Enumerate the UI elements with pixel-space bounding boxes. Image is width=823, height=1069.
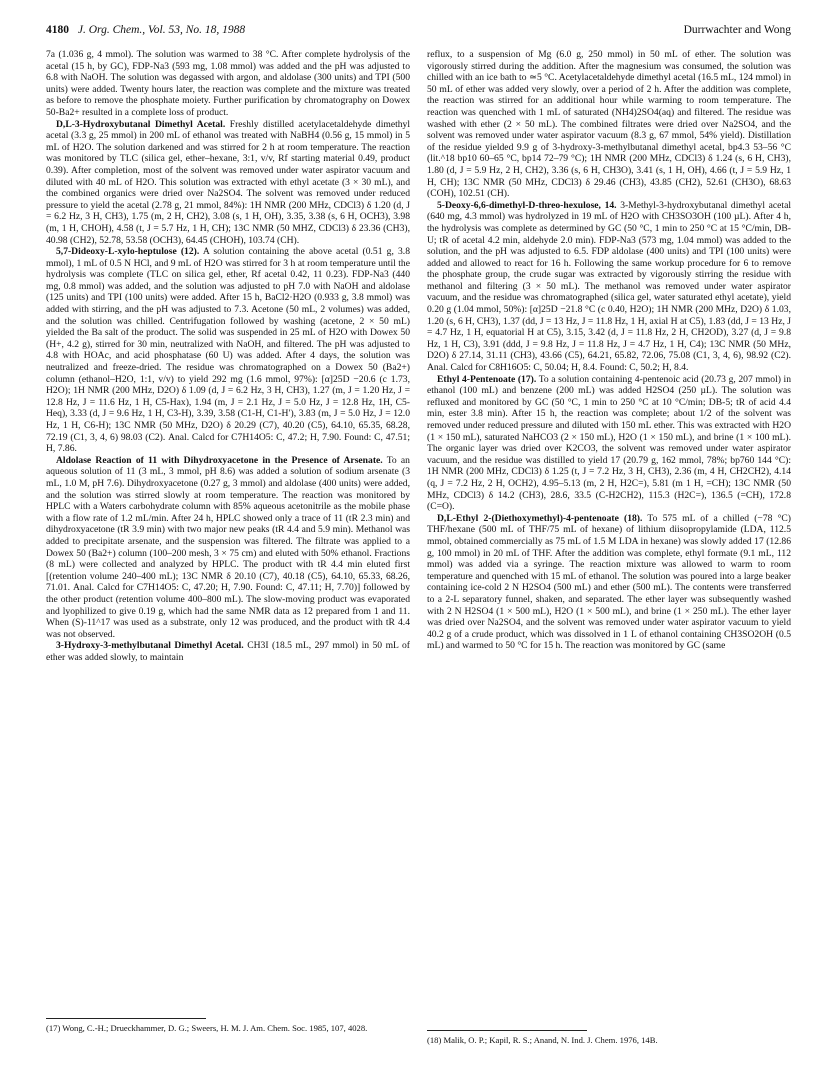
section-heading: Ethyl 4-Pentenoate (17). [437,373,537,385]
page-header [46,22,791,38]
footnote-17: (17) Wong, C.-H.; Drueckhammer, D. G.; Sweers, H. M. J. Am. Chem. Soc. 1985, 107, 4028. [46,1023,368,1033]
section-heading: 5-Deoxy-6,6-dimethyl-D-threo-hexulose, 14. [437,199,617,211]
paragraph-text: CH3I (18.5 mL, 297 mmol) in 50 mL of ether was added slowly, to maintain [46,640,411,663]
footnote-rule-right [427,1030,587,1031]
paragraph-text: reflux, to a suspension of Mg (6.0 g, 250 mmol) in 50 mL of ether. The solution was vigorously stirred during the addition. After the magnesium was consumed, the solution was chilled with an ice bath to ≃5 °C. Acetylacetaldehyde dimethyl acetal (16.5 mL, 124 mmol) in 50 mL of ether was added very slowly, over a period of 2 h. After the addition was complete, the reaction was stirred for an additional hour while warming to room temperature. The reaction was quenched with 1 mL of saturated (NH4)2SO4(aq) and filtered. The residue was washed with ether (2 × 50 mL). The combined filtrates were dried over Na2SO4, and the solvent was removed under water aspirator vacuum (8.3 g, 67 mmol, 54% yield). Distillation of the residue yielded 9.9 g of 3-hydroxy-3-methylbutanal dimethyl acetal, bp4.3 53–56 °C (lit.^18 bp10 60–65 °C, bp14 72–79 °C); 1H NMR (200 MHz, CDCl3) δ 1.24 (s, 6 H, CH3), 1.80 (d, J = 5.9 Hz, 2 H, CH2), 3.36 (s, 6 H, CH3O), 3.41 (s, 1 H, OH), 4.66 (t, J = 5.9 Hz, 1 H, CH); 13C NMR (50 MHz, CDCl3) δ 29.46 (CH3), 43.85 (CH2), 52.61 (CH3O), 68.63 (COH), 102.51 (CH). [427,49,791,200]
paragraph-text: Freshly distilled acetylacetaldehyde dimethyl acetal (3.3 g, 25 mmol) in 200 mL of ethanol was treated with NaBH4 (0.56 g, 15 mmol) in 5 mL of H2O. The solution darkened and was stirred for 2 h at room temperature. The reaction was monitored by TLC (silica gel, ether–hexane, 3:1, v/v, Rf starting material 0.49, product 0.39). After completion, most of the solvent was removed under water aspirator vacuum and diluted with 40 mL of H2O. This solution was extracted with ethyl acetate (3 × 30 mL), and the combined organics were dried over Na2SO4. The solvent was removed under reduced pressure to yield the acetal (2.78 g, 21 mmol, 84%): 1H NMR (200 MHz, CDCl3) δ 1.20 (d, J = 6.2 Hz, 3 H, CH3), 1.75 (m, 2 H, CH2), 3.08 (s, 1 H, OH), 3.35, 3.38 (s, 6 H, OCH3), 3.98 (m, 1 H, CHOH), 4.58 (t, J = 5.7 Hz, 1 H, CH); 13C NMR (50 MHZ, CDCl3) δ 23.36 (CH3), 40.98 (CH2), 52.78, 53.58 (OCH3), 64.45 (CHOH), 103.74 (CH). [46,118,411,246]
running-authors: Durrwachter and Wong [683,24,791,36]
paragraph [46,640,410,663]
paragraph [46,246,410,455]
paragraph-text: A solution containing the above acetal (0.51 g, 3.8 mmol), 1 mL of 0.5 N HCl, and 9 mL of H2O was stirred for 3 h at room temperature until the hydrolysis was complete (TLC on silica gel, ether, Rf acetal 0.42, 11 0.23). FDP-Na3 (440 mg, 0.8 mmol) was added, and the solution was adjusted to pH 7.0 with NaOH and aldolase (125 units) and TPI (100 units) were added. After 15 h, BaCl2·H2O (0.933 g, 3.8 mmol) was added with stirring, and the pH was adjusted to 7.3. Acetone (50 mL, 2 volumes) was added, and the solution was chilled. Centrifugation followed by washing (acetone, 2 × 50 mL) yielded the Ba salt of the product. The solid was suspended in 25 mL of H2O with Dowex 50 (H+, 4.2 g), stirred for 30 min, neutralized with NaOH, and filtered. The pH was adjusted to 4.8 with HOAc, and acid phosphatase (60 U) was added. After 4 days, the solution was neutralized and freeze-dried. The residue was chromatographed on a Dowex 50 (Ba2+) column (ethanol–H2O, 1:1, v/v) to yield 292 mg (1.6 mmol, 97%): [α]25D −20.6 (c 1.73, H2O); 1H NMR (200 MHz, D2O) δ 1.09 (d, J = 6.2 Hz, 3 H, CH3), 1.27 (m, J = 1.20 Hz, J = 12.8 Hz, J = 11.6 Hz, 1 H, C5-Hax), 1.94 (m, J = 2.1 Hz, J = 5.0 Hz, J = 12.8 Hz, 1H, C5-Heq), 3.33 (d, J = 9.6 Hz, 1 H, C3-H), 3.39, 3.58 (C1-H, C1-H′), 3.83 (m, J = 5.0 Hz, J = 12.0 Hz, 1 H, C6-H); 13C NMR (50 MHz, D2O) δ 20.29 (C7), 40.20 (C5), 64.10, 65.35, 68.28, 72.19 (C1, 3, 4, 6) 98.03 (C2). Anal. Calcd for C7H14O5: C, 47.2; H, 7.90. Found: C, 47.51; H, 7.86. [46,246,411,455]
paragraph-text: 7a (1.036 g, 4 mmol). The solution was warmed to 38 °C. After complete hydrolysis of the acetal (15 h, by GC), FDP-Na3 (593 mg, 1.08 mmol) was added and the pH was adjusted to 6.8 with NaOH. The solution was degassed with argon, and aldolase (300 units) and TPI (500 units) were added. Twenty hours later, the reaction was complete and the mixture was treated as before to remove the phosphate moiety. Further purification by chromatography on Dowex 50-Ba2+ resulted in a complete loss of product. [46,49,410,118]
footnote-rule-left [46,1018,206,1019]
section-heading: D,L-Ethyl 2-(Diethoxymethyl)-4-pentenoate (18). [437,512,643,524]
paragraph [427,374,791,513]
paragraph-text: To an aqueous solution of 11 (3 mL, 3 mmol, pH 8.6) was added a solution of sodium arsenate (3 mL, 1.0 M, pH 7.6). Dihydroxyacetone (0.27 g, 3 mmol) and aldolase (400 units) were added, and the solution was stirred slowly at room temperature. The reaction was monitored by HPLC with a Waters carbohydrate column with 85% aqueous acetonitrile as the mobile phase with a flow rate of 1.2 mL/min. After 24 h, HPLC showed only a trace of 11 (tR 2.3 min) and dihydroxyacetone (tR 3.9 min) with two major new peaks (tR 4.4 and 5.9 min). Methanol was added to precipitate arsenate, and the suspension was filtered. The filtrate was applied to a Dowex 50 (Ba2+) column (100–200 mesh, 3 × 75 cm) and eluted with 50% ethanol. Fractions (8 mL) were collected and analyzed by HPLC. The product with tR 4.4 min eluted first [(retention volume 240–400 mL); 13C NMR δ 20.10 (C7), 40.18 (C5), 64.10, 65.33, 68.26, 71.01. Anal. Calcd for C7H14O5: C, 47.20; H, 7.90. Found: C, 47.11; H, 7.70)] followed by the other product (retention volume 400–800 mL). The slow-moving product was evaporated and lyophilized to give 0.19 g, which had the same NMR data as 12 prepared from 1 and 11. When (S)-11^17 was used as a substrate, only 12 was produced, and the product with tR 4.4 was not observed. [46,454,410,640]
section-heading: 5,7-Dideoxy-L-xylo-heptulose (12). [56,246,200,258]
paragraph [46,119,410,247]
footnote-18: (18) Malik, O. P.; Kapil, R. S.; Anand, N. Ind. J. Chem. 1976, 14B. [427,1035,658,1045]
header-left [46,22,245,38]
section-heading: 3-Hydroxy-3-methylbutanal Dimethyl Acetal. [56,640,244,652]
paragraph [427,49,791,200]
paragraph-text: 3-Methyl-3-hydroxybutanal dimethyl acetal (640 mg, 4.3 mmol) was hydrolyzed in 19 mL of H2O with CH3SO3OH (100 µL). After 4 h, the hydrolysis was complete as determined by GC (50 °C, 1 min to 250 °C at 15 °C/min, DB-U; tR of acetal 4.2 min, aldehyde 2.0 min). FDP-Na3 (573 mg, 1.04 mmol) was added to the solution, and the pH was adjusted to 6.5. FDP aldolase (400 units) and TPI (100 units) were added and allowed to react for 16 h. Following the same workup procedure for 6 to remove the phosphate group, the crude sugar was extracted by vigorously stirring the residue with methanol and filtering (3 × 50 mL). The methanol was removed under water aspirator vacuum, and the residue was chromatographed (silica gel, water saturated ethyl acetate), yield 0.20 g (1.04 mmol, 50%): [α]25D −21.8 °C (c 0.40, H2O); 1H NMR (200 MHz, D2O) δ 1.03, 1.20 (s, 6 H, CH3), 1.37 (dd, J = 13 Hz, J = 11.8 Hz, 1 H, axial H at C5), 1.83 (dd, J = 13 Hz, J = 4.7 Hz, 1 H, equatorial H at C5), 3.15, 3.42 (d, J = 11.8 Hz, 2 H, CH2OD), 3.27 (d, J = 9.8 Hz, 1 H, C3), 3.91 (ddd, J = 9.8 Hz, J = 11.8 Hz, J = 4.7 Hz, 1 H, C4); 13C NMR (50 MHz, D2O) δ 27.14, 31.11 (CH3), 43.66 (C5), 64.21, 65.82, 72.06, 75.08 (C1, 3, 4, 6), 98.92 (C2). Anal. Calcd for C8H16O5: C, 50.04; H, 8.4. Found: C, 50.2; H, 8.4. [427,199,791,374]
paragraph [427,513,791,652]
paragraph-text: To 575 mL of a chilled (−78 °C) THF/hexane (500 mL of THF/75 mL of hexane) of lithium diisopropylamide (LDA, 112.5 mmol, obtained commercially as 75 mL of 1.5 M LDA in hexane) was slowly added 17 (12.86 g, 100 mmol) in 20 mL of THF. After the addition was complete, ethyl formate (9.1 mL, 112 mmol) was added via a syringe. The reaction mixture was allowed to warm to room temperature and quenched with 15 mL of ethanol. The solution was poured into a large beaker containing ice-cold 2 N H2SO4 (500 mL) and ether (500 mL). The contents were transferred to a 2-L separatory funnel, shaken, and separated. The ether layer was subsequently washed with 2 N H2SO4 (1 × 500 mL), H2O (1 × 500 mL), and brine (1 × 250 mL). The ether layer was dried over Na2SO4, and the solvent was removed under water aspirator vacuum to yield 40.2 g of a crude product, which was dissolved in 1 L of ethanol containing CH3SO2OH (0.5 mL) and warmed to 50 °C for 15 h. The reaction was monitored by GC (same [427,512,791,652]
paragraph [46,49,410,119]
paragraph [427,200,791,374]
paragraph [46,455,410,641]
section-heading: Aldolase Reaction of 11 with Dihydroxyacetone in the Presence of Arsenate. [56,454,383,466]
right-column [427,49,791,652]
section-heading: D,L-3-Hydroxybutanal Dimethyl Acetal. [56,118,226,130]
journal-citation: J. Org. Chem., Vol. 53, No. 18, 1988 [77,24,246,36]
paragraph-text: To a solution containing 4-pentenoic acid (20.73 g, 207 mmol) in ethanol (100 mL) and benzene (200 mL) was added H2SO4 (250 µL). The solution was refluxed and monitored by GC (50 °C, 1 min to 250 °C at 10 °C/min; DB-5; tR of acid 4.4 min, ester 3.8 min). After 15 h, the reaction was complete; about 1/2 of the solvent was removed under reduced pressure and diluted with 150 mL ether. This was extracted with H2O (1 × 150 mL), saturated NaHCO3 (2 × 150 mL), H2O (1 × 150 mL), and brine (1 × 100 mL). The organic layer was dried over K2CO3, the solvent was removed under water aspirator vacuum, and the residue was distilled to yield 17 (20.79 g, 162 mmol, 78%; bp760 144 °C): 1H NMR (200 MHz, CDCl3) δ 1.25 (t, J = 7.2 Hz, 3 H, CH3), 2.36 (m, 4 H, CH2CH2), 4.14 (q, J = 7.2 Hz, 2 H, OCH2), 4.95–5.13 (m, 2 H, H2C=), 5.81 (m 1 H, =CH); 13C NMR (50 MHz, CDCl3) δ 14.2 (CH3), 28.6, 33.5 (C-H2CH2), 115.3 (H2C=), 136.5 (=CH), 172.8 (C=O). [427,373,791,513]
page-number: 4180 [46,24,69,36]
left-column [46,49,410,663]
